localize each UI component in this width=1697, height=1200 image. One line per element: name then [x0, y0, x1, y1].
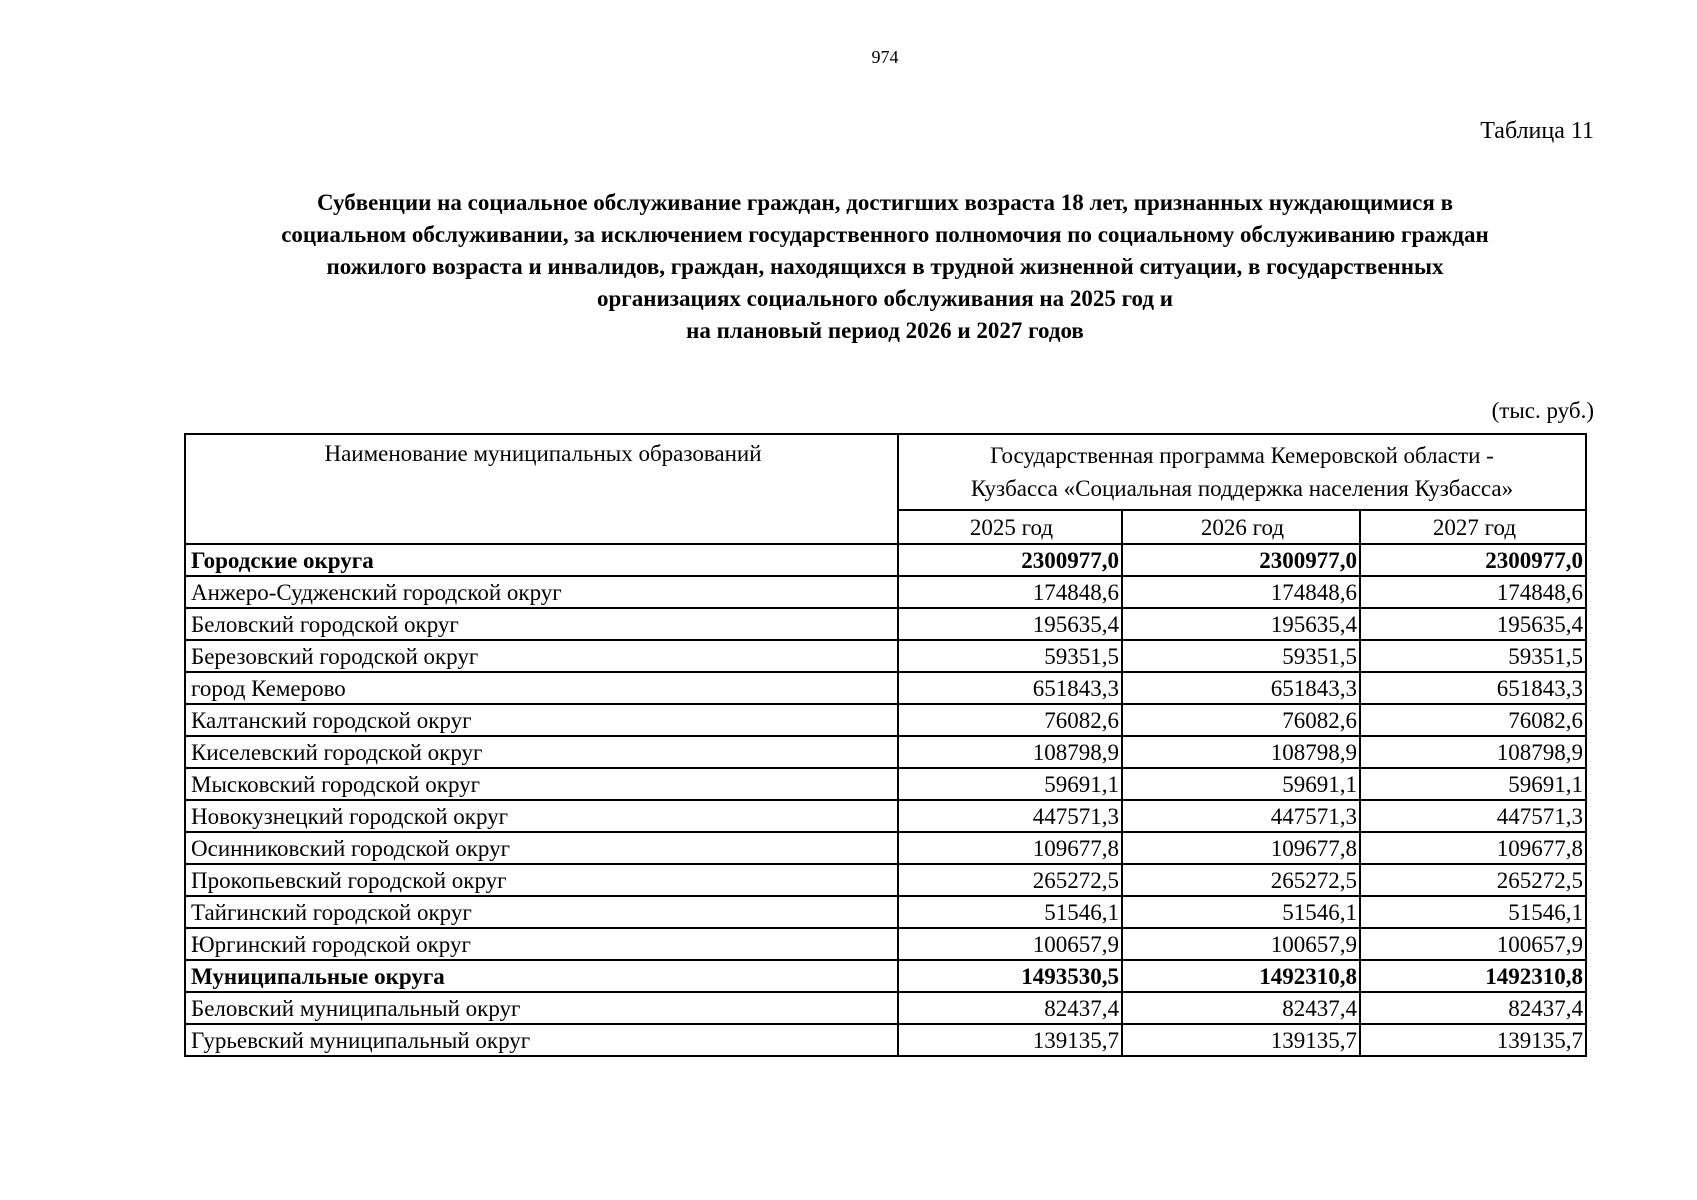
municipality-cell: Калтанский городской округ	[185, 704, 898, 736]
value-2027-cell: 195635,4	[1360, 608, 1586, 640]
table-row	[185, 704, 1586, 736]
value-2026-cell: 265272,5	[1122, 864, 1360, 896]
title-line: организациях социального обслуживания на 2025 год и	[597, 286, 1173, 311]
municipality-cell: Беловский муниципальный округ	[185, 992, 898, 1024]
table-row	[185, 992, 1586, 1024]
value-2026-cell: 108798,9	[1122, 736, 1360, 768]
table-row	[185, 736, 1586, 768]
value-2026-cell: 1492310,8	[1122, 960, 1360, 992]
value-2026-cell: 51546,1	[1122, 896, 1360, 928]
municipality-cell: Беловский городской округ	[185, 608, 898, 640]
value-2026-cell: 59691,1	[1122, 768, 1360, 800]
title-line: на плановый период 2026 и 2027 годов	[686, 318, 1084, 343]
value-2027-cell: 59351,5	[1360, 640, 1586, 672]
units-label: (тыс. руб.)	[1491, 398, 1594, 423]
value-2025-cell: 76082,6	[898, 704, 1122, 736]
value-2027-cell: 59691,1	[1360, 768, 1586, 800]
value-2026-cell: 100657,9	[1122, 928, 1360, 960]
value-2025-cell: 447571,3	[898, 800, 1122, 832]
table-label: Таблица 11	[1480, 118, 1594, 144]
value-2026-cell: 447571,3	[1122, 800, 1360, 832]
municipality-cell: Новокузнецкий городской округ	[185, 800, 898, 832]
value-2025-cell: 100657,9	[898, 928, 1122, 960]
value-2025-cell: 51546,1	[898, 896, 1122, 928]
title-line: пожилого возраста и инвалидов, граждан, находящихся в трудной жизненной ситуации, в государственных	[326, 254, 1444, 279]
municipality-cell: Осинниковский городской округ	[185, 832, 898, 864]
value-2027-cell: 51546,1	[1360, 896, 1586, 928]
table-row	[185, 800, 1586, 832]
value-2027-cell: 139135,7	[1360, 1024, 1586, 1056]
value-2025-cell: 59691,1	[898, 768, 1122, 800]
table-group-row	[185, 960, 1586, 992]
municipality-cell: Гурьевский муниципальный округ	[185, 1024, 898, 1056]
value-2026-cell: 82437,4	[1122, 992, 1360, 1024]
value-2026-cell: 195635,4	[1122, 608, 1360, 640]
value-2027-cell: 1492310,8	[1360, 960, 1586, 992]
value-2025-cell: 1493530,5	[898, 960, 1122, 992]
value-2025-cell: 2300977,0	[898, 544, 1122, 576]
value-2025-cell: 109677,8	[898, 832, 1122, 864]
value-2027-cell: 82437,4	[1360, 992, 1586, 1024]
table-row	[185, 896, 1586, 928]
value-2026-cell: 59351,5	[1122, 640, 1360, 672]
table-row	[185, 576, 1586, 608]
table-row	[185, 672, 1586, 704]
value-2027-cell: 2300977,0	[1360, 544, 1586, 576]
table-row	[185, 864, 1586, 896]
table-row	[185, 768, 1586, 800]
value-2026-cell: 109677,8	[1122, 832, 1360, 864]
municipality-cell: город Кемерово	[185, 672, 898, 704]
value-2025-cell: 59351,5	[898, 640, 1122, 672]
municipality-cell: Городские округа	[185, 544, 898, 576]
value-2027-cell: 100657,9	[1360, 928, 1586, 960]
table-row	[185, 928, 1586, 960]
value-2025-cell: 195635,4	[898, 608, 1122, 640]
value-2026-cell: 2300977,0	[1122, 544, 1360, 576]
document-title	[185, 187, 1585, 347]
value-2027-cell: 108798,9	[1360, 736, 1586, 768]
value-2025-cell: 174848,6	[898, 576, 1122, 608]
value-2027-cell: 174848,6	[1360, 576, 1586, 608]
value-2025-cell: 108798,9	[898, 736, 1122, 768]
header-program-line: Государственная программа Кемеровской области -	[990, 443, 1494, 468]
value-2027-cell: 76082,6	[1360, 704, 1586, 736]
municipality-cell: Юргинский городской округ	[185, 928, 898, 960]
table-group-row	[185, 544, 1586, 576]
value-2025-cell: 265272,5	[898, 864, 1122, 896]
value-2025-cell: 651843,3	[898, 672, 1122, 704]
header-program	[898, 434, 1586, 510]
municipality-cell: Анжеро-Судженский городской округ	[185, 576, 898, 608]
subsidy-table	[184, 433, 1587, 1057]
value-2026-cell: 76082,6	[1122, 704, 1360, 736]
value-2026-cell: 651843,3	[1122, 672, 1360, 704]
value-2026-cell: 139135,7	[1122, 1024, 1360, 1056]
municipality-cell: Прокопьевский городской округ	[185, 864, 898, 896]
title-line: социальном обслуживании, за исключением государственного полномочия по социальному обслуживанию граждан	[281, 222, 1489, 247]
value-2025-cell: 139135,7	[898, 1024, 1122, 1056]
table-row	[185, 608, 1586, 640]
value-2027-cell: 447571,3	[1360, 800, 1586, 832]
table-row	[185, 640, 1586, 672]
municipality-cell: Киселевский городской округ	[185, 736, 898, 768]
header-municipality: Наименование муниципальных образований	[185, 434, 898, 544]
value-2027-cell: 109677,8	[1360, 832, 1586, 864]
municipality-cell: Березовский городской округ	[185, 640, 898, 672]
table-body	[185, 544, 1586, 1056]
value-2025-cell: 82437,4	[898, 992, 1122, 1024]
header-year-2026: 2026 год	[1122, 510, 1360, 544]
municipality-cell: Муниципальные округа	[185, 960, 898, 992]
value-2026-cell: 174848,6	[1122, 576, 1360, 608]
table-row	[185, 1024, 1586, 1056]
municipality-cell: Тайгинский городской округ	[185, 896, 898, 928]
table-row	[185, 832, 1586, 864]
header-program-line: Кузбасса «Социальная поддержка населения Кузбасса»	[970, 476, 1514, 501]
header-year-2025: 2025 год	[898, 510, 1122, 544]
page-number: 974	[871, 47, 899, 67]
value-2027-cell: 651843,3	[1360, 672, 1586, 704]
header-year-2027: 2027 год	[1360, 510, 1586, 544]
title-line: Субвенции на социальное обслуживание граждан, достигших возраста 18 лет, признанных нуждающимися в	[316, 190, 1453, 215]
municipality-cell: Мысковский городской округ	[185, 768, 898, 800]
value-2027-cell: 265272,5	[1360, 864, 1586, 896]
